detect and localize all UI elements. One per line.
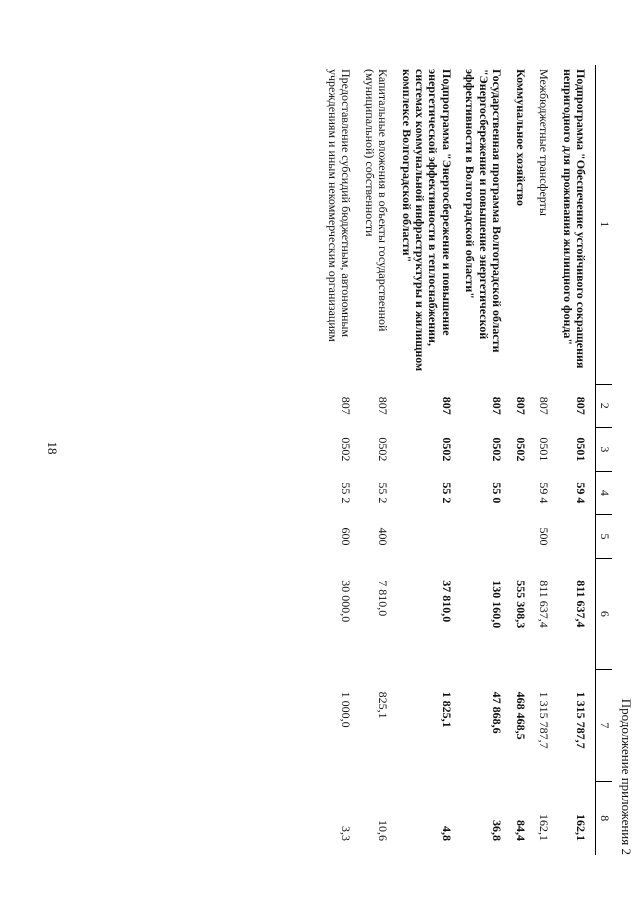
table-row xyxy=(393,65,457,855)
column-header: 8 xyxy=(596,781,613,855)
table-row xyxy=(356,65,393,855)
cell-section: 0502 xyxy=(376,437,391,462)
row-name: Предоставление субсидий бюджетным, автономным учреждениям и иным некоммерческим организациям xyxy=(325,69,354,342)
cell-target: 59 4 xyxy=(574,482,588,504)
column-header: 7 xyxy=(596,670,613,781)
cell-actual: 1 315 787,7 xyxy=(537,691,552,749)
cell-plan: 130 160,0 xyxy=(490,580,505,629)
cell-code: 807 xyxy=(513,396,528,415)
cell-section: 0502 xyxy=(339,437,354,462)
cell-actual: 1 825,1 xyxy=(439,691,454,728)
cell-code: 807 xyxy=(490,396,505,415)
cell-section: 0502 xyxy=(490,437,505,462)
cell-target: 55 2 xyxy=(376,482,391,504)
row-name: Подпрограмма "Энергосбережение и повышение энергетической эффективности в теплоснабжении, системах коммунальной инфраструктуры и жилищном комплексе Волгоградской области" xyxy=(399,69,454,372)
table-row xyxy=(319,65,356,855)
cell-section: 0501 xyxy=(574,437,588,462)
row-name: Капитальные вложения в объекты государственной (муниципальной) собственности xyxy=(362,69,391,332)
cell-target xyxy=(507,471,530,515)
cell-type xyxy=(507,515,530,559)
cell-percent: 4,8 xyxy=(439,826,454,841)
cell-percent: 84,4 xyxy=(513,820,528,841)
cell-type: 400 xyxy=(376,527,391,546)
row-name: Государственная программа Волгоградской области "Энергосбережение и повышение энергетической эффективности в Волгоградской области" xyxy=(463,69,505,353)
cell-plan: 7 810,0 xyxy=(376,580,391,617)
cell-plan: 555 308,3 xyxy=(513,580,528,629)
cell-target: 55 0 xyxy=(490,482,505,504)
cell-actual: 47 868,6 xyxy=(490,691,505,734)
column-header: 1 xyxy=(596,65,613,384)
cell-type xyxy=(393,515,457,559)
table-row xyxy=(507,65,530,855)
cell-plan: 30 000,0 xyxy=(339,580,354,623)
cell-code: 807 xyxy=(339,396,354,415)
cell-type xyxy=(554,515,591,559)
column-header: 2 xyxy=(596,384,613,428)
cell-actual: 1 000,0 xyxy=(339,691,354,728)
cell-percent: 162,1 xyxy=(537,814,552,841)
column-header: 5 xyxy=(596,515,613,559)
cell-plan: 37 810,0 xyxy=(439,580,454,623)
table-row xyxy=(457,65,507,855)
cell-percent: 162,1 xyxy=(574,814,588,841)
cell-type: 500 xyxy=(537,527,552,546)
cell-type: 600 xyxy=(339,527,354,546)
cell-percent: 10,6 xyxy=(376,820,391,841)
cell-code: 807 xyxy=(439,396,454,415)
cell-actual: 825,1 xyxy=(376,691,391,719)
budget-table xyxy=(319,65,612,855)
row-name: Коммунальное хозяйство xyxy=(513,69,528,206)
column-header: 3 xyxy=(596,428,613,472)
cell-code: 807 xyxy=(537,396,552,415)
header-row xyxy=(596,65,613,855)
row-name: Межбюджетные трансферты xyxy=(537,69,552,216)
cell-target: 55 2 xyxy=(339,482,354,504)
cell-code: 807 xyxy=(574,396,588,415)
cell-target: 55 2 xyxy=(439,482,454,504)
cell-section: 0502 xyxy=(439,437,454,462)
cell-percent: 3,3 xyxy=(339,826,354,841)
cell-plan: 811 637,4 xyxy=(537,580,552,628)
row-name: Подпрограмма "Обеспечение устойчивого сокращения непригодного для проживания жилищного фонда" xyxy=(560,69,588,369)
table-row xyxy=(554,65,591,855)
cell-percent: 36,8 xyxy=(490,820,505,841)
page-number: 18 xyxy=(45,441,60,455)
cell-section: 0501 xyxy=(537,437,552,462)
continuation-title: Продолжение приложения 2 xyxy=(619,698,634,855)
cell-code: 807 xyxy=(376,396,391,415)
column-header: 4 xyxy=(596,471,613,515)
cell-actual: 1 315 787,7 xyxy=(574,691,588,749)
table-row xyxy=(531,65,554,855)
cell-plan: 811 637,4 xyxy=(574,580,588,628)
cell-actual: 468 468,5 xyxy=(513,691,528,740)
column-header: 6 xyxy=(596,558,613,669)
cell-type xyxy=(457,515,507,559)
cell-section: 0502 xyxy=(513,437,528,462)
cell-target: 59 4 xyxy=(537,482,552,504)
